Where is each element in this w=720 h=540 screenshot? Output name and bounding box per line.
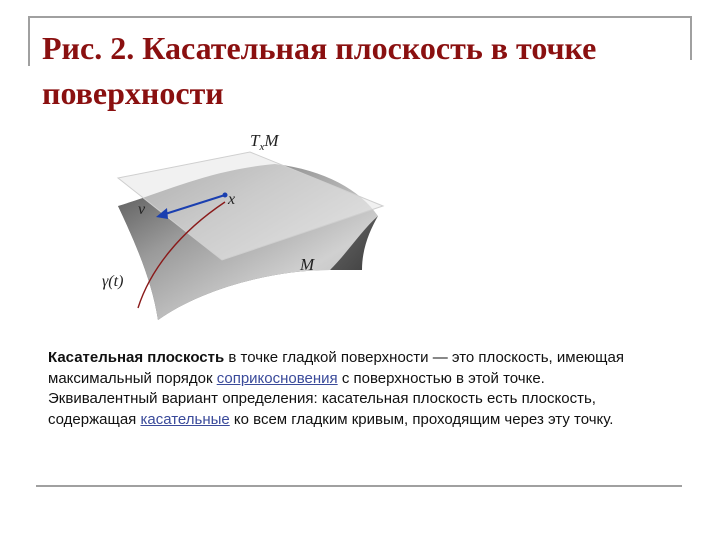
label-point-x: x bbox=[228, 191, 236, 208]
point-x bbox=[223, 193, 228, 198]
label-vector-v: v bbox=[138, 201, 146, 218]
label-curve-gamma: γ(t) bbox=[102, 273, 124, 290]
frame-top-line bbox=[28, 16, 692, 18]
link-tangents[interactable]: касательные bbox=[140, 410, 230, 428]
link-osculation[interactable]: соприкосновения bbox=[216, 369, 338, 387]
frame-left-line bbox=[28, 16, 30, 66]
definition-part-3: ко всем гладким кривым, проходящим через эту точку. bbox=[229, 410, 614, 428]
definition-part-2: с поверхностью в этой точке. Эквивалентный вариант определения: касательная плоскость есть плоскость, содержащая bbox=[48, 369, 596, 428]
term-tangent-plane: Касательная плоскость bbox=[48, 349, 225, 366]
label-surface-m: M bbox=[300, 255, 315, 274]
definition-text bbox=[48, 348, 648, 430]
definition-part-1: в точке гладкой поверхности — это плоскость, имеющая максимальный порядок bbox=[48, 349, 624, 387]
frame-bottom-line bbox=[36, 485, 682, 487]
label-plane: $T_xM$ bbox=[250, 131, 279, 153]
frame-right-line bbox=[690, 16, 692, 60]
tangent-plane-figure bbox=[100, 120, 400, 340]
slide-title: Рис. 2. Касательная плоскость в точке поверхности bbox=[42, 30, 597, 111]
